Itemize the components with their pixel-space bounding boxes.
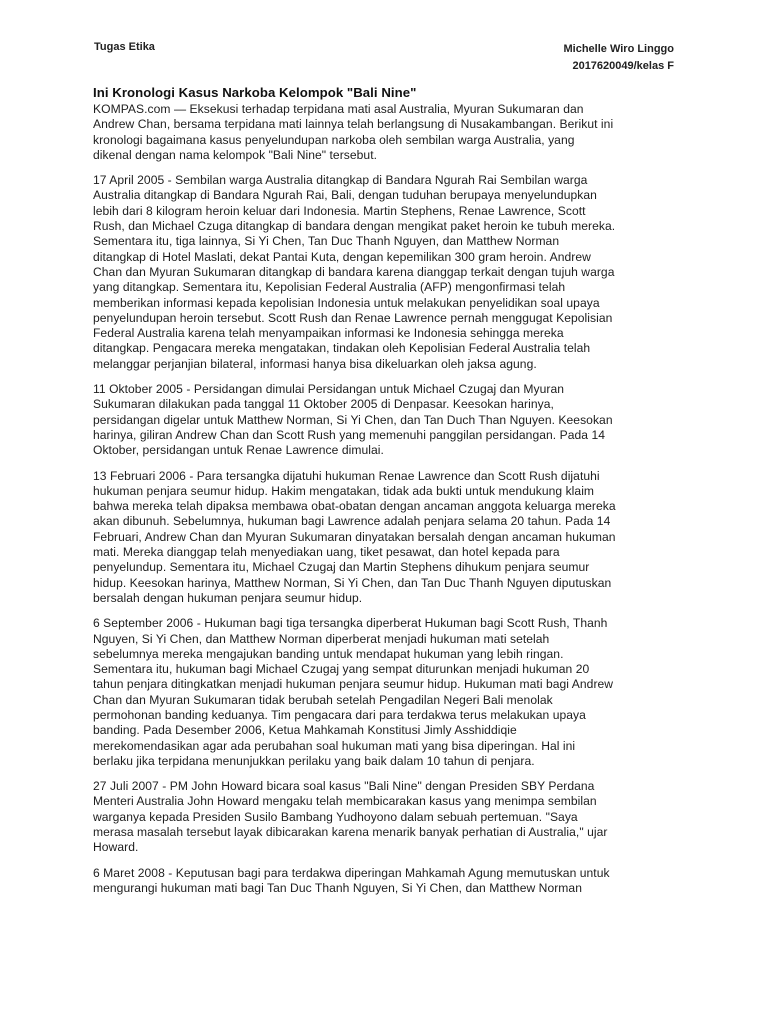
- paragraph-line: ditangkap di Hotel Maslati, dekat Pantai Kuta, dengan kepemilikan 300 gram heroin. Andrew: [93, 249, 591, 264]
- paragraph-line: penyelundup. Sementara itu, Michael Czugaj dan Martin Stephens dihukum penjara seumur: [93, 560, 590, 575]
- paragraph-line: hukuman penjara seumur hidup. Hakim mengatakan, tidak ada bukti untuk mendukung klaim: [93, 483, 595, 498]
- paragraph-line: merekomendasikan agar ada perubahan soal hukuman mati yang bisa diperingan. Hal ini: [93, 738, 576, 753]
- student-id: 2017620049/kelas F: [572, 60, 674, 72]
- paragraph-line: Federal Australia karena telah menyampaikan informasi ke Indonesia sehingga mereka: [93, 326, 564, 341]
- paragraph-line: kronologi bagaimana kasus penyelundupan narkoba oleh sembilan warga Australia, yang: [93, 132, 575, 147]
- article-paragraph: [93, 102, 683, 163]
- paragraph-line: permohonan banding keduanya. Tim pengacara dari para terdakwa terus melakukan upaya: [93, 707, 586, 722]
- paragraph-line: dikenal dengan nama kelompok "Bali Nine" tersebut.: [93, 147, 378, 162]
- paragraph-line: 27 Juli 2007 - PM John Howard bicara soal kasus "Bali Nine" dengan Presiden SBY Perdana: [93, 779, 595, 794]
- paragraph-line: Sukumaran dilakukan pada tanggal 11 Oktober 2005 di Denpasar. Keesokan harinya,: [93, 397, 554, 412]
- paragraph-line: persidangan digelar untuk Matthew Norman, Si Yi Chen, dan Tan Duch Than Nguyen. Keesokan: [93, 412, 613, 427]
- author-name: Michelle Wiro Linggo: [563, 43, 674, 55]
- paragraph-line: Chan dan Myuran Sukumaran tidak berubah setelah Pengadilan Negeri Bali menolak: [93, 692, 553, 707]
- article-paragraph: [93, 866, 683, 897]
- paragraph-line: Menteri Australia John Howard mengaku telah membicarakan kasus yang menimpa sembilan: [93, 794, 597, 809]
- paragraph-line: penyelundupan heroin tersebut. Scott Rush dan Renae Lawrence pernah menggugat Kepolisian: [93, 310, 613, 325]
- author-block: [563, 41, 674, 75]
- paragraph-line: banding. Pada Desember 2006, Ketua Mahkamah Konstitusi Jimly Asshiddiqie: [93, 723, 517, 738]
- paragraph-line: 17 April 2005 - Sembilan warga Australia ditangkap di Bandara Ngurah Rai Sembilan warga: [93, 173, 588, 188]
- paragraph-line: KOMPAS.com — Eksekusi terhadap terpidana mati asal Australia, Myuran Sukumaran dan: [93, 102, 584, 116]
- paragraph-line: mengurangi hukuman mati bagi Tan Duc Thanh Nguyen, Si Yi Chen, dan Matthew Norman: [93, 880, 582, 895]
- article-paragraph: [93, 173, 683, 372]
- paragraph-line: memberikan informasi kepada kepolisian Indonesia untuk melakukan penyelidikan soal upaya: [93, 295, 600, 310]
- paragraph-line: Februari, Andrew Chan dan Myuran Sukumaran dinyatakan bersalah dengan ancaman hukuman: [93, 529, 616, 544]
- paragraph-line: harinya, giliran Andrew Chan dan Scott Rush yang memenuhi panggilan persidangan. Pada 14: [93, 427, 605, 442]
- paragraph-line: tahun penjara ditingkatkan menjadi hukuman penjara seumur hidup. Hukuman mati bagi Andrew: [93, 677, 614, 692]
- paragraph-line: 13 Februari 2006 - Para tersangka dijatuhi hukuman Renae Lawrence dan Scott Rush dijatuhi: [93, 468, 600, 483]
- paragraph-line: bersalah dengan hukuman penjara seumur hidup.: [93, 590, 363, 605]
- article-paragraph: [93, 469, 683, 607]
- paragraph-line: Chan dan Myuran Sukumaran ditangkap di bandara karena dianggap terkait dengan tujuh warga: [93, 264, 615, 279]
- paragraph-line: Nguyen, Si Yi Chen, dan Matthew Norman diperberat menjadi hukuman mati setelah: [93, 631, 550, 646]
- paragraph-line: mati. Mereka dianggap telah menyediakan uang, tiket pesawat, dan hotel kepada para: [93, 545, 560, 560]
- paragraph-line: merasa masalah tersebut layak dibicarakan karena menarik banyak perhatian di Australia," ujar: [93, 825, 608, 840]
- article-title: Ini Kronologi Kasus Narkoba Kelompok "Bali Nine": [93, 85, 417, 100]
- paragraph-line: hidup. Keesokan harinya, Matthew Norman, Si Yi Chen, dan Tan Duc Thanh Nguyen diputuskan: [93, 575, 612, 590]
- paragraph-line: Sementara itu, hukuman bagi Michael Czugaj yang sempat diturunkan menjadi hukuman 20: [93, 662, 590, 677]
- paragraph-line: akan dibunuh. Sebelumnya, hukuman bagi Lawrence adalah penjara selama 20 tahun. Pada 14: [93, 514, 611, 529]
- paragraph-line: Howard.: [93, 840, 139, 855]
- paragraph-line: berlaku jika terpidana menunjukkan perilaku yang baik dalam 10 tahun di penjara.: [93, 753, 535, 768]
- article-paragraph: [93, 382, 683, 458]
- paragraph-line: yang ditangkap. Sementara itu, Kepolisian Federal Australia (AFP) mengonfirmasi telah: [93, 280, 566, 295]
- paragraph-line: 6 Maret 2008 - Keputusan bagi para terdakwa diperingan Mahkamah Agung memutuskan untuk: [93, 865, 610, 880]
- paragraph-line: melanggar perjanjian bilateral, informasi hanya bisa dikeluarkan oleh jaksa agung.: [93, 356, 537, 371]
- paragraph-line: Sementara itu, tiga lainnya, Si Yi Chen, Tan Duc Thanh Nguyen, dan Matthew Norman: [93, 234, 560, 249]
- paragraph-line: Andrew Chan, bersama terpidana mati lainnya telah berlangsung di Nusakambangan. Berikut ini: [93, 117, 614, 132]
- article-paragraphs: [93, 102, 683, 896]
- article-paragraph: [93, 779, 683, 855]
- paragraph-line: lebih dari 8 kilogram heroin keluar dari Indonesia. Martin Stephens, Renae Lawrence, Scott: [93, 203, 586, 218]
- paragraph-line: Rush, dan Michael Czuga ditangkap di bandara dengan mengikat paket heroin ke tubuh mereka.: [93, 219, 616, 234]
- paragraph-line: sebelumnya mereka mengajukan banding untuk mendapat hukuman yang lebih ringan.: [93, 646, 564, 661]
- paragraph-line: warganya kepada Presiden Susilo Bambang Yudhoyono dalam sebuah pertemuan. "Saya: [93, 809, 578, 824]
- paragraph-line: Australia ditangkap di Bandara Ngurah Rai, Bali, dengan tuduhan berupaya menyelundupkan: [93, 188, 597, 203]
- assignment-label: Tugas Etika: [94, 41, 155, 53]
- paragraph-line: 11 Oktober 2005 - Persidangan dimulai Persidangan untuk Michael Czugaj dan Myuran: [93, 382, 565, 397]
- article-body: [93, 85, 683, 906]
- paragraph-line: ditangkap. Pengacara mereka mengatakan, tindakan oleh Kepolisian Federal Australia telah: [93, 341, 591, 356]
- paragraph-line: 6 September 2006 - Hukuman bagi tiga tersangka diperberat Hukuman bagi Scott Rush, Thanh: [93, 616, 608, 631]
- article-paragraph: [93, 616, 683, 769]
- paragraph-line: Oktober, persidangan untuk Renae Lawrence dimulai.: [93, 443, 384, 458]
- paragraph-line: bahwa mereka telah dipaksa membawa obat-obatan dengan ancaman anggota keluarga mereka: [93, 499, 616, 514]
